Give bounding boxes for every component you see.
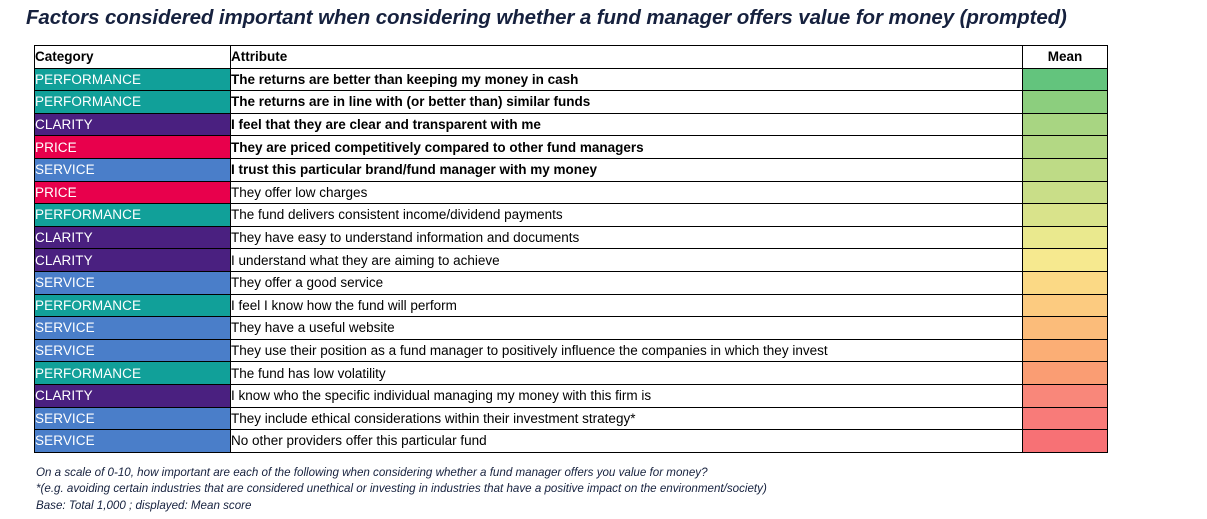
table-row <box>35 136 1108 159</box>
table-row <box>35 91 1108 114</box>
table-row <box>35 430 1108 453</box>
category-cell: SERVICE <box>35 430 231 453</box>
table-row <box>35 249 1108 272</box>
attribute-cell: They offer low charges <box>231 181 1023 204</box>
attribute-cell: They have a useful website <box>231 317 1023 340</box>
mean-heat-cell <box>1023 136 1108 159</box>
footnotes <box>36 465 1199 514</box>
category-cell: SERVICE <box>35 339 231 362</box>
category-cell: SERVICE <box>35 317 231 340</box>
attribute-cell: They offer a good service <box>231 271 1023 294</box>
attribute-cell: The fund delivers consistent income/dividend payments <box>231 204 1023 227</box>
mean-heat-cell <box>1023 226 1108 249</box>
mean-heat-cell <box>1023 204 1108 227</box>
mean-heat-cell <box>1023 158 1108 181</box>
table-row <box>35 181 1108 204</box>
category-cell: CLARITY <box>35 113 231 136</box>
mean-heat-cell <box>1023 362 1108 385</box>
attribute-cell: I know who the specific individual managing my money with this firm is <box>231 384 1023 407</box>
category-cell: CLARITY <box>35 226 231 249</box>
factors-table <box>34 45 1108 453</box>
attribute-cell: The returns are better than keeping my money in cash <box>231 68 1023 91</box>
table-row <box>35 158 1108 181</box>
category-cell: PERFORMANCE <box>35 68 231 91</box>
mean-heat-cell <box>1023 407 1108 430</box>
table-row <box>35 294 1108 317</box>
table-row <box>35 204 1108 227</box>
mean-heat-cell <box>1023 113 1108 136</box>
table-body <box>35 68 1108 452</box>
footnote-question: On a scale of 0-10, how important are each of the following when considering whether a fund manager offers you value for money? <box>36 465 708 479</box>
attribute-cell: I understand what they are aiming to achieve <box>231 249 1023 272</box>
category-cell: SERVICE <box>35 407 231 430</box>
category-cell: PERFORMANCE <box>35 294 231 317</box>
footnote-asterisk: *(e.g. avoiding certain industries that are considered unethical or investing in industries that have a positive impact on the environment/society) <box>36 482 767 496</box>
category-cell: PERFORMANCE <box>35 204 231 227</box>
attribute-cell: They use their position as a fund manager to positively influence the companies in which they invest <box>231 339 1023 362</box>
category-cell: SERVICE <box>35 271 231 294</box>
category-cell: PRICE <box>35 181 231 204</box>
table-row <box>35 271 1108 294</box>
attribute-cell: I trust this particular brand/fund manager with my money <box>231 158 1023 181</box>
category-cell: PERFORMANCE <box>35 91 231 114</box>
mean-heat-cell <box>1023 181 1108 204</box>
mean-heat-cell <box>1023 384 1108 407</box>
table-row <box>35 362 1108 385</box>
attribute-cell: They include ethical considerations within their investment strategy* <box>231 407 1023 430</box>
column-header-mean: Mean <box>1023 46 1108 69</box>
category-cell: PERFORMANCE <box>35 362 231 385</box>
table-row <box>35 339 1108 362</box>
mean-heat-cell <box>1023 249 1108 272</box>
table-row <box>35 226 1108 249</box>
mean-heat-cell <box>1023 294 1108 317</box>
table-row <box>35 384 1108 407</box>
attribute-cell: The fund has low volatility <box>231 362 1023 385</box>
attribute-cell: I feel I know how the fund will perform <box>231 294 1023 317</box>
attribute-cell: I feel that they are clear and transparent with me <box>231 113 1023 136</box>
table-row <box>35 317 1108 340</box>
table-row <box>35 113 1108 136</box>
mean-heat-cell <box>1023 271 1108 294</box>
attribute-cell: They have easy to understand information and documents <box>231 226 1023 249</box>
mean-heat-cell <box>1023 68 1108 91</box>
category-cell: CLARITY <box>35 249 231 272</box>
attribute-cell: No other providers offer this particular fund <box>231 430 1023 453</box>
attribute-cell: The returns are in line with (or better than) similar funds <box>231 91 1023 114</box>
column-header-category: Category <box>35 46 231 69</box>
category-cell: SERVICE <box>35 158 231 181</box>
page-title: Factors considered important when considering whether a fund manager offers value for money (prompted) <box>26 6 1067 29</box>
attribute-cell: They are priced competitively compared to other fund managers <box>231 136 1023 159</box>
table-row <box>35 407 1108 430</box>
column-header-attribute: Attribute <box>231 46 1023 69</box>
mean-heat-cell <box>1023 317 1108 340</box>
mean-heat-cell <box>1023 91 1108 114</box>
category-cell: PRICE <box>35 136 231 159</box>
table-row <box>35 68 1108 91</box>
footnote-base: Base: Total 1,000 ; displayed: Mean score <box>36 498 252 512</box>
category-cell: CLARITY <box>35 384 231 407</box>
mean-heat-cell <box>1023 430 1108 453</box>
mean-heat-cell <box>1023 339 1108 362</box>
table-header-row <box>35 46 1108 69</box>
